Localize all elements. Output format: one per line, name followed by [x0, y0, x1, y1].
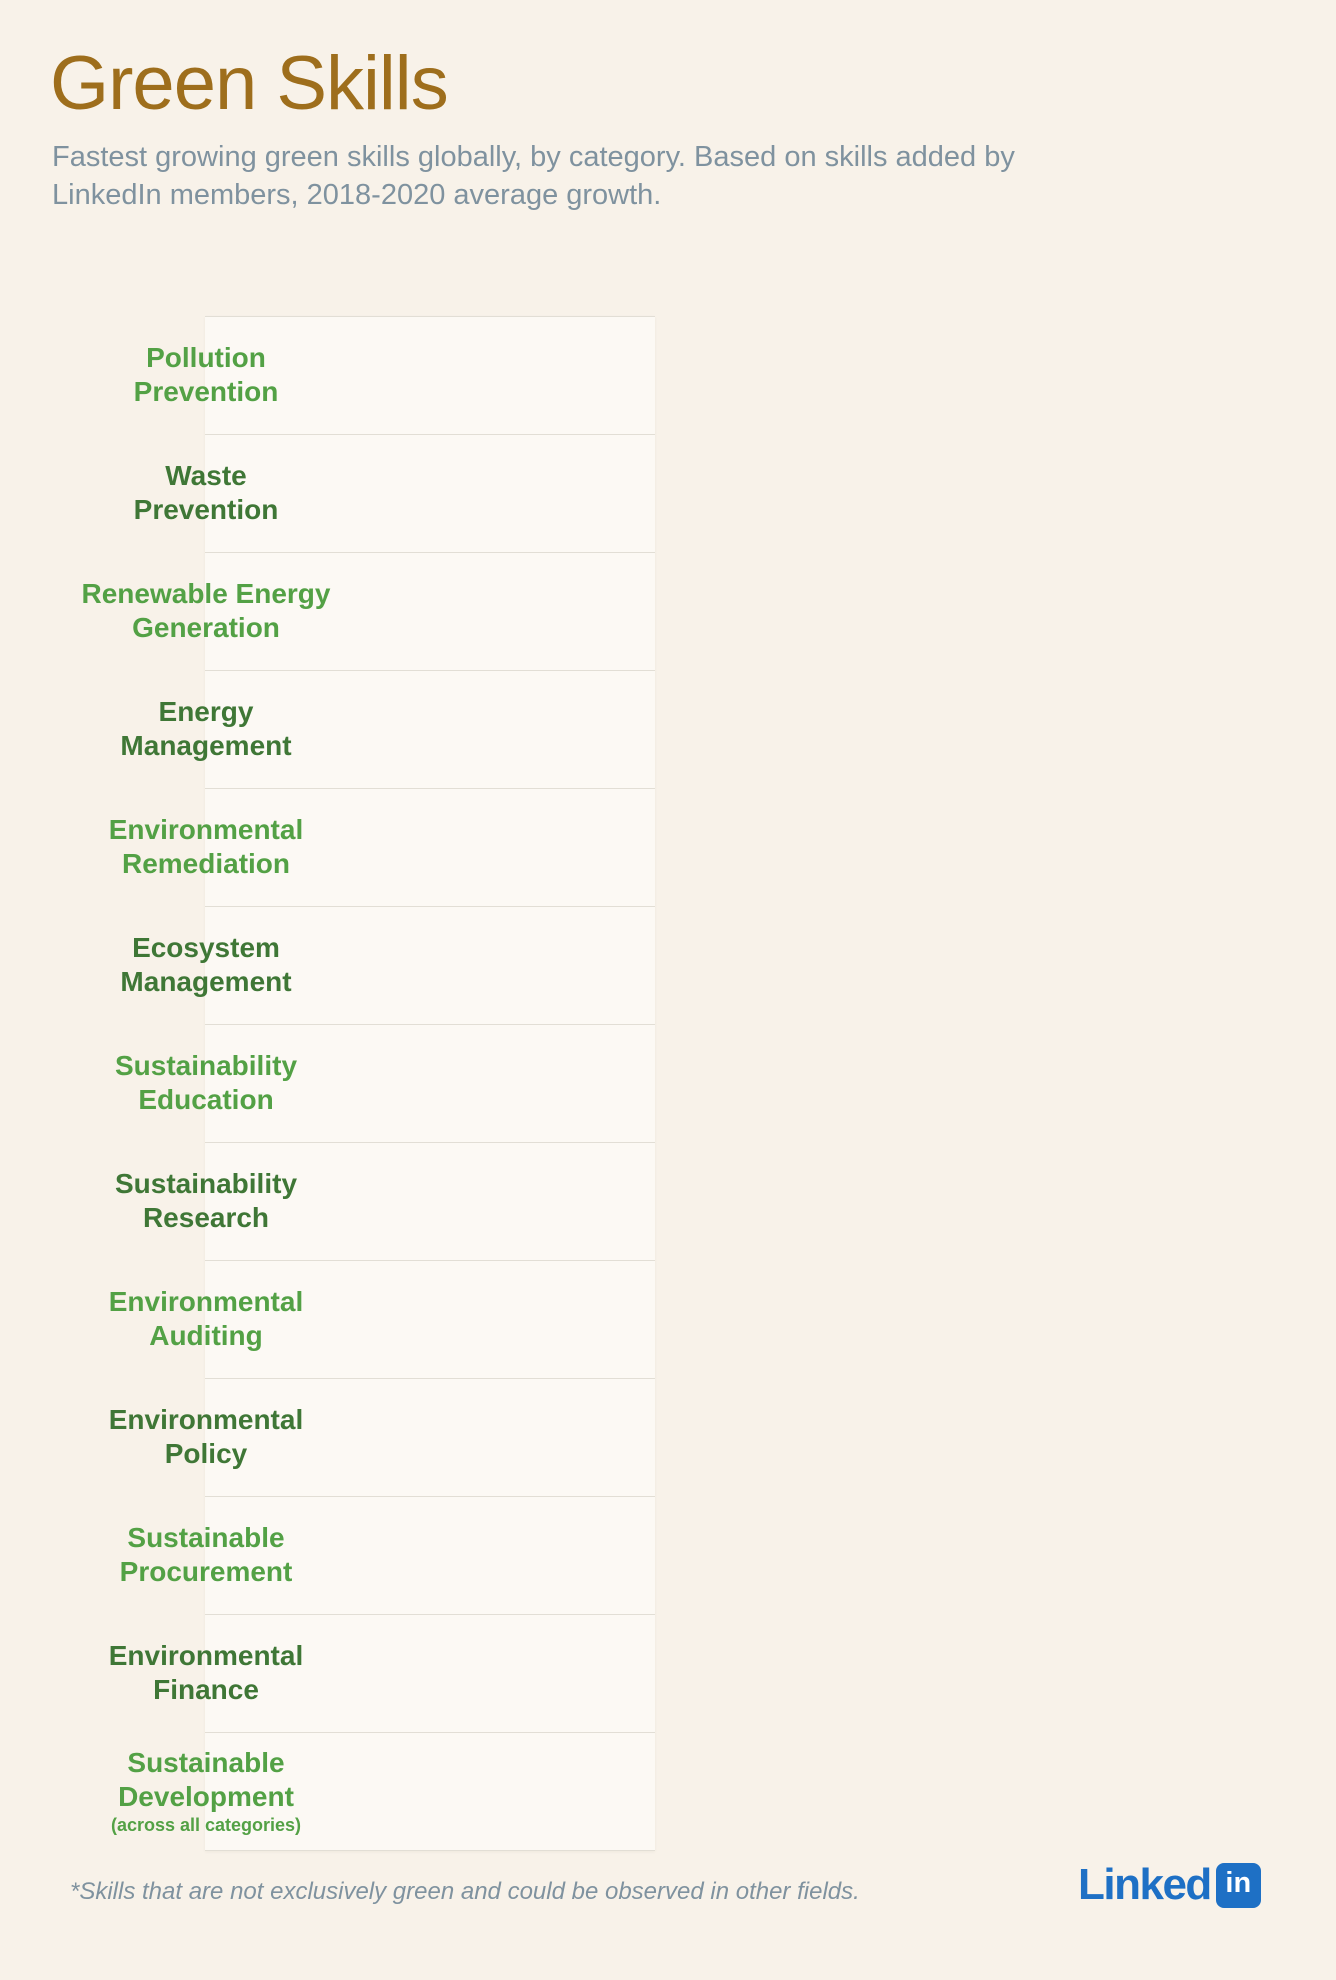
- category-note: (across all categories): [110, 1815, 302, 1835]
- category-label: [0, 1614, 412, 1732]
- category-label-line: Waste: [165, 460, 247, 491]
- category-label: [0, 1142, 412, 1260]
- category-group: [0, 434, 1336, 552]
- linkedin-wordmark: Linked: [1078, 1860, 1211, 1909]
- category-label-line: Environmental: [108, 1286, 304, 1317]
- category-group: [0, 1260, 1336, 1378]
- category-group: [0, 1614, 1336, 1732]
- category-label: [0, 316, 412, 434]
- category-label: [0, 788, 412, 906]
- category-label-line: Procurement: [119, 1556, 293, 1587]
- category-label-line: Renewable Energy: [81, 578, 331, 609]
- category-label: [0, 1024, 412, 1142]
- category-label: [0, 1378, 412, 1496]
- category-label-line: Environmental: [108, 1640, 304, 1671]
- category-label-line: Policy: [164, 1438, 248, 1469]
- category-label-line: Sustainable: [127, 1522, 285, 1553]
- category-label-line: Prevention: [133, 494, 279, 525]
- category-group: [0, 1378, 1336, 1496]
- chart: [0, 316, 1336, 1850]
- subtitle-line-2: LinkedIn members, 2018-2020 average growth.: [52, 179, 662, 211]
- category-label: [0, 552, 412, 670]
- category-group: [0, 1024, 1336, 1142]
- category-label-line: Auditing: [149, 1320, 263, 1351]
- category-label: [0, 906, 412, 1024]
- category-group: [0, 670, 1336, 788]
- category-label: [0, 1732, 412, 1850]
- category-label: [0, 1496, 412, 1614]
- category-group: [0, 788, 1336, 906]
- category-label: [0, 1260, 412, 1378]
- linkedin-in-icon: in: [1216, 1863, 1261, 1908]
- page-title: Green Skills: [50, 41, 448, 126]
- category-label-line: Research: [142, 1202, 270, 1233]
- category-label-line: Management: [120, 730, 292, 761]
- category-label: [0, 670, 412, 788]
- footnote: *Skills that are not exclusively green and could be observed in other fields.: [70, 1878, 860, 1905]
- category-label-line: Prevention: [133, 376, 279, 407]
- category-label-line: Sustainable: [127, 1747, 285, 1778]
- category-label-line: Development: [118, 1781, 294, 1812]
- category-group: [0, 552, 1336, 670]
- category-label-line: Education: [138, 1084, 274, 1115]
- linkedin-logo: [1078, 1860, 1261, 1910]
- category-label-line: Remediation: [121, 848, 291, 879]
- category-label-line: Environmental: [108, 1404, 304, 1435]
- category-group: [0, 1142, 1336, 1260]
- category-group: [0, 1496, 1336, 1614]
- subtitle-line-1: Fastest growing green skills globally, by category. Based on skills added by: [52, 141, 1015, 173]
- category-label-line: Environmental: [108, 814, 304, 845]
- category-label-line: Sustainability: [114, 1168, 298, 1199]
- category-label-line: Pollution: [146, 342, 266, 373]
- page-subtitle: [52, 138, 1015, 214]
- category-label-line: Generation: [132, 612, 280, 643]
- category-label-line: Sustainability: [114, 1050, 298, 1081]
- category-label-line: Ecosystem: [132, 932, 280, 963]
- category-label-line: Energy: [158, 696, 254, 727]
- category-label-line: Management: [120, 966, 292, 997]
- category-label-line: Finance: [153, 1674, 259, 1705]
- category-group: [0, 906, 1336, 1024]
- category-label: [0, 434, 412, 552]
- category-group: [0, 1732, 1336, 1850]
- category-group: [0, 316, 1336, 434]
